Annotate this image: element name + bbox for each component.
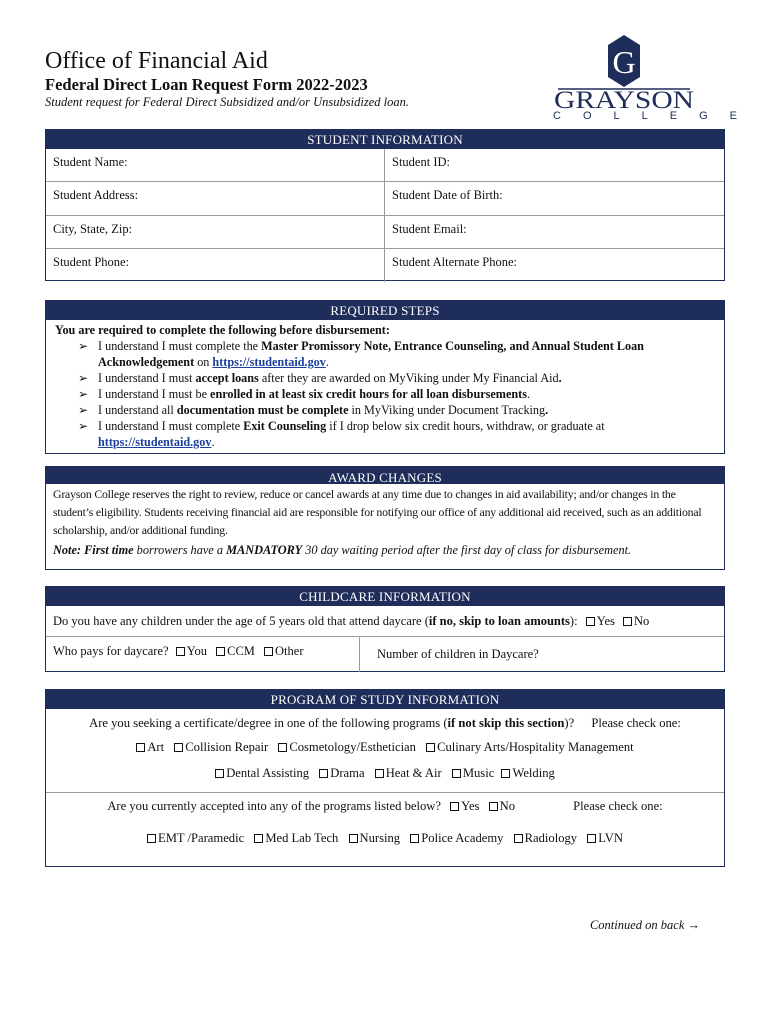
accepted-question: Are you currently accepted into any of the programs listed below? Yes No Please check one: (107, 799, 663, 813)
arrow-bullet-icon: ➢ (78, 419, 89, 433)
step-item: ➢ I understand all documentation must be complete in MyViking under Document Tracking. (78, 403, 549, 417)
daycare-payer-group: Who pays for daycare? You CCM Other (53, 644, 304, 658)
program-checkbox[interactable] (587, 834, 596, 843)
step-item: ➢ I understand I must be enrolled in at least six credit hours for all loan disbursements. (78, 387, 530, 401)
program-checkbox[interactable] (278, 743, 287, 752)
student-name-field[interactable]: Student Name: (53, 155, 128, 169)
program-checkbox[interactable] (501, 769, 510, 778)
childcare-row (46, 636, 724, 672)
program-question: Are you seeking a certificate/degree in one of the following programs (if not skip this section)? Please check one: (89, 716, 681, 730)
accepted-no-checkbox[interactable] (489, 802, 498, 811)
childcare-no-checkbox[interactable] (623, 617, 632, 626)
arrow-bullet-icon: ➢ (78, 403, 89, 417)
childcare-section (45, 586, 725, 672)
childcare-yes-checkbox[interactable] (586, 617, 595, 626)
step-item: ➢ I understand I must accept loans after they are awarded on MyViking under My Financial Aid. (78, 371, 562, 385)
daycare-other-checkbox[interactable] (264, 647, 273, 656)
program-checkbox[interactable] (174, 743, 183, 752)
program-checkbox[interactable] (514, 834, 523, 843)
program-heading: PROGRAM OF STUDY INFORMATION (46, 690, 724, 709)
program-checkbox[interactable] (452, 769, 461, 778)
daycare-you-checkbox[interactable] (176, 647, 185, 656)
childcare-question: Do you have any children under the age of 5 years old that attend daycare (if no, skip to loan amounts): Yes No (53, 614, 650, 628)
program-checkbox[interactable] (319, 769, 328, 778)
award-changes-text: Grayson College reserves the right to review, reduce or cancel awards at any time due to changes in aid availability; and/or changes in the student’s eligibility. Students receiving financial aid are responsible for notifying our office of any additional aid received, such as an additional scholarship, and/or additional funding. (53, 487, 702, 537)
student-info-row (46, 248, 724, 282)
accepted-programs-row (46, 792, 724, 869)
page-title: Office of Financial Aid (45, 48, 268, 74)
required-steps-heading: REQUIRED STEPS (46, 301, 724, 320)
program-checkbox[interactable] (147, 834, 156, 843)
required-steps-section (45, 300, 725, 454)
step-item: ➢ I understand I must complete the Master Promissory Note, Entrance Counseling, and Annual Student Loan Acknowledgement on https://studentaid.gov. (78, 339, 644, 369)
continued-on-back: Continued on back → (589, 918, 700, 932)
program-options-line-1: Art Collision Repair Cosmetology/Esthetician Culinary Arts/Hospitality Management (46, 740, 724, 755)
program-checkbox[interactable] (136, 743, 145, 752)
arrow-bullet-icon: ➢ (78, 371, 89, 385)
daycare-ccm-checkbox[interactable] (216, 647, 225, 656)
required-steps-intro: You are required to complete the following before disbursement: (55, 323, 390, 337)
student-dob-field[interactable]: Student Date of Birth: (384, 182, 724, 215)
step-item: ➢ I understand I must complete Exit Counseling if I drop below six credit hours, withdraw, or graduate at https://studentaid.gov. (78, 419, 605, 449)
student-alt-phone-field[interactable]: Student Alternate Phone: (384, 249, 724, 282)
arrow-bullet-icon: ➢ (78, 387, 89, 401)
form-tagline: Student request for Federal Direct Subsidized and/or Unsubsidized loan. (45, 95, 409, 109)
student-info-row (46, 181, 724, 215)
student-address-field[interactable]: Student Address: (53, 188, 139, 202)
children-in-daycare-field[interactable]: Number of children in Daycare? (359, 637, 724, 672)
program-checkbox[interactable] (254, 834, 263, 843)
arrow-bullet-icon: ➢ (78, 339, 89, 353)
student-email-field[interactable]: Student Email: (384, 216, 724, 248)
award-changes-heading: AWARD CHANGES (46, 467, 724, 484)
program-checkbox[interactable] (215, 769, 224, 778)
award-changes-section (45, 466, 725, 570)
logo-name: GRAYSON (554, 87, 694, 114)
childcare-heading: CHILDCARE INFORMATION (46, 587, 724, 606)
student-info-row (46, 215, 724, 248)
program-options-line-2: Dental Assisting Drama Heat & Air Music Welding (46, 766, 724, 781)
logo-college-word: COLLEGE (553, 110, 759, 122)
form-title: Federal Direct Loan Request Form 2022-2023 (45, 75, 368, 94)
studentaid-link[interactable]: https://studentaid.gov (98, 435, 212, 449)
city-state-zip-field[interactable]: City, State, Zip: (53, 222, 133, 236)
studentaid-link[interactable]: https://studentaid.gov (212, 355, 326, 369)
student-info-row (46, 149, 724, 181)
program-checkbox[interactable] (375, 769, 384, 778)
first-time-borrower-note: Note: First time borrowers have a MANDATORY 30 day waiting period after the first day of class for disbursement. (46, 540, 724, 561)
program-checkbox[interactable] (426, 743, 435, 752)
program-options-line-3: EMT /Paramedic Med Lab Tech Nursing Police Academy Radiology LVN (46, 831, 724, 846)
logo-letter: G (612, 44, 636, 80)
program-of-study-section (45, 689, 725, 867)
student-information-section (45, 129, 725, 281)
program-checkbox[interactable] (410, 834, 419, 843)
accepted-yes-checkbox[interactable] (450, 802, 459, 811)
program-checkbox[interactable] (349, 834, 358, 843)
student-phone-field[interactable]: Student Phone: (53, 255, 130, 269)
student-information-heading: STUDENT INFORMATION (46, 130, 724, 149)
student-id-field[interactable]: Student ID: (384, 149, 724, 181)
